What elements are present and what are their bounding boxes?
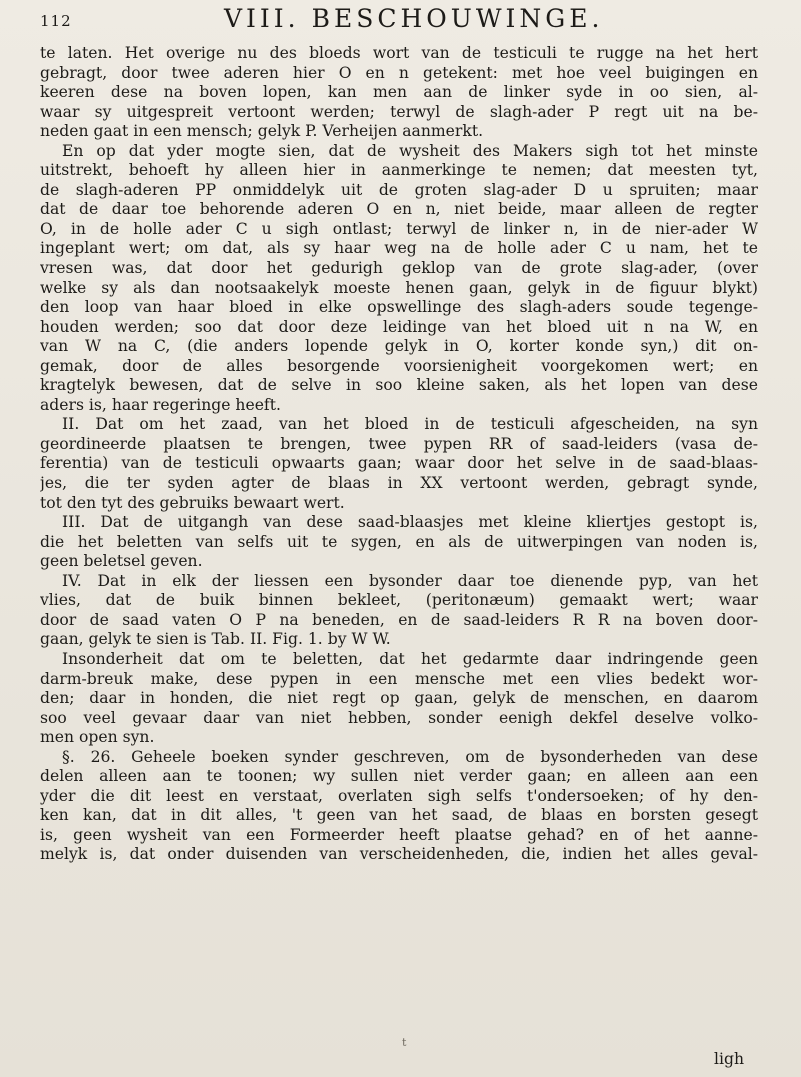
text-line: gemak, door de alles besorgende voorsienigheit voorgekomen wert; en	[40, 356, 758, 375]
text-line: uitstrekt, behoeft hy alleen hier in aanmerkinge te nemen; dat meesten tyt,	[40, 161, 758, 180]
text-line: men open syn.	[40, 728, 155, 747]
text-line: III. Dat de uitgangh van dese saad-blaasjes met kleine kliertjes gestopt is,	[62, 513, 758, 532]
text-line: yder die dit leest en verstaat, overlaten sigh selfs t'ondersoeken; of hy den-	[40, 786, 758, 805]
text-line: welke sy als dan nootsaakelyk moeste henen gaan, gelyk in de figuur blykt)	[40, 278, 758, 297]
text-line: jes, die ter syden agter de blaas in XX vertoont werden, gebragt synde,	[40, 474, 758, 493]
text-line: dat de daar toe behorende aderen O en n, niet beide, maar alleen de regter	[40, 200, 758, 219]
text-line: vresen was, dat door het gedurigh geklop van de grote slag-ader, (over	[40, 259, 758, 278]
text-line: houden werden; soo dat door deze leidinge van het bloed uit n na W, en	[40, 317, 758, 336]
text-line: den loop van haar bloed in elke opswellinge des slagh-aders soude tegenge-	[40, 298, 758, 317]
text-line: van W na C, (die anders lopende gelyk in O, korter konde syn,) dit on-	[40, 337, 758, 356]
text-line: geen beletsel geven.	[40, 552, 203, 571]
text-line: ferentia) van de testiculi opwaarts gaan; waar door het selve in de saad-blaas-	[40, 454, 758, 473]
text-line: aders is, haar regeringe heeft.	[40, 395, 281, 414]
text-line: melyk is, dat onder duisenden van verscheidenheden, die, indien het alles geval-	[40, 845, 758, 864]
text-line: darm-breuk make, dese pypen in een mensche met een vlies bedekt wor-	[40, 669, 758, 688]
catchword: ligh	[714, 1050, 744, 1068]
text-line: tot den tyt des gebruiks bewaart wert.	[40, 493, 345, 512]
text-line: En op dat yder mogte sien, dat de wysheit des Makers sigh tot het minste	[62, 141, 758, 160]
running-title: VIII. BESCHOUWINGE.	[224, 4, 604, 33]
text-line: gebragt, door twee aderen hier O en n getekent: met hoe veel buigingen en	[40, 63, 758, 82]
text-line: te laten. Het overige nu des bloeds wort van de testiculi te rugge na het hert	[40, 44, 758, 62]
bottom-mark: t	[402, 1036, 407, 1049]
page-number: 112	[40, 12, 72, 30]
text-line: O, in de holle ader C u sigh ontlast; terwyl de linker n, in de nier-ader W	[40, 219, 758, 238]
text-line: delen alleen aan te toonen; wy sullen niet verder gaan; en alleen aan een	[40, 767, 758, 786]
text-line: Insonderheit dat om te beletten, dat het gedarmte daar indringende geen	[62, 649, 758, 668]
text-line: gaan, gelyk te sien is Tab. II. Fig. 1. by W W.	[40, 630, 391, 649]
text-line: ken kan, dat in dit alles, 't geen van het saad, de blaas en borsten gesegt	[40, 806, 758, 825]
page-header	[40, 2, 780, 36]
text-line: neden gaat in een mensch; gelyk P. Verheijen aanmerkt.	[40, 122, 484, 141]
text-line: ingeplant wert; om dat, als sy haar weg na de holle ader C u nam, het te	[40, 239, 758, 258]
text-line: kragtelyk bewesen, dat de selve in soo kleine saken, als het lopen van dese	[40, 376, 758, 395]
text-line: de slagh-aderen PP onmiddelyk uit de groten slag-ader D u spruiten; maar	[40, 180, 758, 199]
text-line: §. 26. Geheele boeken synder geschreven, om de bysonderheden van dese	[62, 747, 758, 766]
text-line: keeren dese na boven lopen, kan men aan de linker syde in oo sien, al-	[40, 83, 758, 102]
text-line: waar sy uitgespreit vertoont werden; terwyl de slagh-ader P regt uit na be-	[40, 102, 758, 121]
text-line: die het beletten van selfs uit te sygen, en als de uitwerpingen van noden is,	[40, 532, 758, 551]
text-line: soo veel gevaar daar van niet hebben, sonder eenigh dekfel deselve volko-	[40, 708, 758, 727]
body-text	[40, 44, 758, 865]
text-line: is, geen wysheit van een Formeerder heeft plaatse gehad? en of het aanne-	[40, 825, 758, 844]
text-line: door de saad vaten O P na beneden, en de saad-leiders R R na boven door-	[40, 610, 758, 629]
text-line: vlies, dat de buik binnen bekleet, (peritonæum) gemaakt wert; waar	[40, 591, 758, 610]
text-line: II. Dat om het zaad, van het bloed in de testiculi afgescheiden, na syn	[62, 415, 758, 434]
text-line: den; daar in honden, die niet regt op gaan, gelyk de menschen, en daarom	[40, 689, 758, 708]
text-line: IV. Dat in elk der liessen een bysonder daar toe dienende pyp, van het	[62, 571, 758, 590]
text-line: geordineerde plaatsen te brengen, twee pypen RR of saad-leiders (vasa de-	[40, 434, 758, 453]
